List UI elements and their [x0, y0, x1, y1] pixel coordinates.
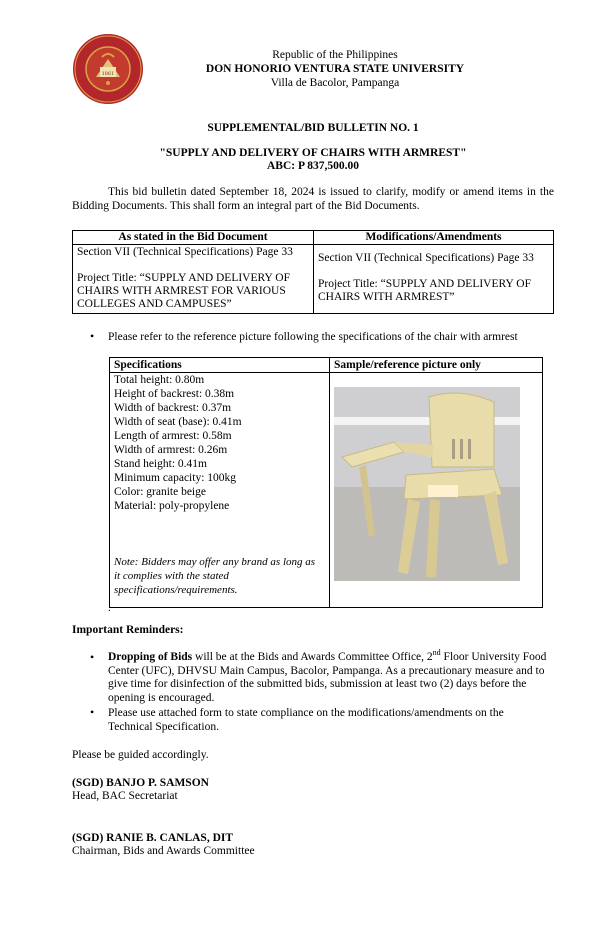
signatory-2-name: (SGD) RANIE B. CANLAS, DIT: [72, 832, 234, 844]
picture-cell: [330, 373, 543, 608]
spec-item: Width of armrest: 0.26m: [114, 444, 228, 456]
signatory-2-position: Chairman, Bids and Awards Committee: [72, 845, 255, 857]
republic-line: Republic of the Philippines: [272, 49, 398, 61]
spec-item: Width of seat (base): 0.41m: [114, 416, 242, 428]
reminders-heading: Important Reminders:: [72, 624, 184, 636]
bullet-dot: •: [90, 705, 95, 719]
chair-photo: [334, 387, 520, 581]
amend-col1-project: Project Title: “SUPPLY AND DELIVERY OF CHAIRS WITH ARMREST FOR VARIOUS COLLEGES AND CAMPUSES”: [77, 272, 291, 310]
spec-item: Length of armrest: 0.58m: [114, 430, 232, 442]
spec-item: Color: granite beige: [114, 486, 206, 498]
reminder-item-1-sup: nd: [432, 648, 441, 658]
signatory-1-name: (SGD) BANJO P. SAMSON: [72, 777, 209, 789]
bulletin-title: SUPPLEMENTAL/BID BULLETIN NO. 1: [207, 122, 419, 134]
spec-item: Stand height: 0.41m: [114, 458, 207, 470]
seal-year: 1861: [101, 71, 115, 77]
signatory-1-position: Head, BAC Secretariat: [72, 790, 178, 802]
amend-col1-section: Section VII (Technical Specifications) Page 33: [77, 246, 293, 258]
university-address: Villa de Bacolor, Pampanga: [270, 77, 400, 89]
bullet-dot: •: [90, 329, 95, 343]
spec-col1-header: Specifications: [110, 358, 330, 373]
amend-col1-header: As stated in the Bid Document: [73, 231, 314, 245]
spec-item: Material: poly-propylene: [114, 500, 230, 512]
reminder-item-1-bold: Dropping of Bids: [108, 651, 193, 663]
reminder-item-1: [108, 648, 548, 705]
amendment-table: [72, 230, 554, 314]
university-name: DON HONORIO VENTURA STATE UNIVERSITY: [205, 63, 465, 75]
spec-note: Note: Bidders may offer any brand as long as it complies with the stated specifications/requirements.: [114, 556, 316, 596]
reminder-item-2: Please use attached form to state compliance on the modifications/amendments on the Technical Specification.: [108, 707, 504, 733]
abc-amount: ABC: P 837,500.00: [267, 160, 359, 172]
spec-table: [109, 357, 543, 608]
reminder-item-1-text-a: will be at the Bids and Awards Committee Office, 2: [192, 651, 433, 663]
amend-col2-section: Section VII (Technical Specifications) Page 33: [318, 252, 534, 264]
project-title: "SUPPLY AND DELIVERY OF CHAIRS WITH ARMREST": [159, 147, 467, 159]
intro-paragraph: This bid bulletin dated September 18, 2024 is issued to clarify, modify or amend items in the Bidding Documents. This shall form an integral part of the Bid Documents.: [72, 186, 554, 212]
amend-col1-cell: [73, 245, 314, 314]
spec-col2-header: Sample/reference picture only: [330, 358, 543, 373]
stray-dot: .: [108, 602, 111, 614]
spec-item: Height of backrest: 0.38m: [114, 388, 235, 400]
university-seal: [72, 33, 144, 105]
amend-col2-project: Project Title: “SUPPLY AND DELIVERY OF CHAIRS WITH ARMREST”: [318, 278, 532, 303]
closing-line: Please be guided accordingly.: [72, 749, 209, 761]
spec-list-cell: [110, 373, 330, 608]
reminder-item-1-text-b: Floor University Food Center (UFC), DHVSU Main Campus, Bacolor, Pampanga. As a precautionary measure and to give time for disinfection of the submitted bids, submission at least two (2) days before the opening is encouraged.: [108, 651, 547, 704]
spec-item: Minimum capacity: 100kg: [114, 472, 237, 484]
bullet-dot: •: [90, 650, 95, 664]
spec-item: Total height: 0.80m: [114, 374, 205, 386]
reference-note: Please refer to the reference picture following the specifications of the chair with armrest: [108, 331, 518, 343]
amend-col2-header: Modifications/Amendments: [314, 231, 554, 245]
amend-col2-cell: [314, 245, 554, 314]
spec-item: Width of backrest: 0.37m: [114, 402, 232, 414]
